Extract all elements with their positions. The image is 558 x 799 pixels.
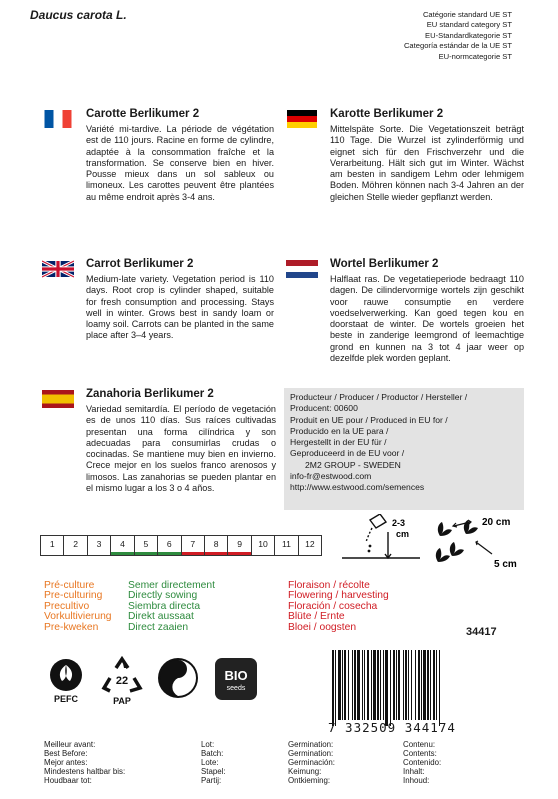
uk-flag-icon <box>42 260 74 278</box>
month-label: 7 <box>190 539 196 549</box>
month-period-bar <box>205 552 227 555</box>
description-fr <box>42 108 274 218</box>
category-line: EU-Standardkategorie ST <box>425 30 512 40</box>
barcode <box>328 650 522 736</box>
month-label: 2 <box>73 539 79 549</box>
legend-direct-sowing <box>128 581 215 633</box>
month-cell <box>182 536 205 555</box>
legend-harvest-item: Floraison / récolte <box>288 580 370 591</box>
month-label: 6 <box>166 539 172 549</box>
month-label: 1 <box>49 539 55 549</box>
title-de: Karotte Berlikumer 2 <box>330 108 444 120</box>
green-dot-icon <box>157 657 199 699</box>
month-cell <box>228 536 251 555</box>
legend-sowing-item: Siembra directa <box>128 600 201 612</box>
footer-label: Mejor antes: <box>44 757 88 767</box>
month-label: 12 <box>305 539 315 549</box>
producer-line: Producteur / Producer / Productor / Hersteller / <box>290 392 468 402</box>
producer-line: 2M2 GROUP - SWEDEN <box>305 459 401 470</box>
text-nl: Halflaat ras. De vegetatieperiode bedraagt 110 dagen. De cilindervormige wortels zijn geschikt voor rauwe consumptie en verdere voedselverwerking. Kan goed tegen kou en doorstaat de winter. De wortels groeien het beste in zanderige leemgrond of leemachtige grond en kunnen na 3 tot 4 jaar weer op dezelfde plek worden geplant. <box>330 274 524 364</box>
month-label: 10 <box>258 539 268 549</box>
legend-preculture-item: Pre-culturing <box>44 590 103 602</box>
producer-line: Geproduceerd in de EU voor / <box>290 448 405 459</box>
month-cell <box>158 536 181 555</box>
month-cell <box>88 536 111 555</box>
month-period-bar <box>228 552 250 555</box>
legend-sowing-item: Semer directement <box>128 580 215 591</box>
category-info <box>312 10 512 62</box>
producer-line: Producent: 00600 <box>290 403 358 414</box>
producer-line: Produit en UE pour / Produced in EU for / <box>290 414 448 425</box>
month-label: 9 <box>237 539 242 549</box>
latin-name: Daucus carota L. <box>30 8 127 22</box>
producer-line: http://www.estwood.com/semences <box>290 482 425 493</box>
bio-seeds-text: seeds <box>226 685 246 692</box>
legend-preculture <box>44 581 112 633</box>
description-es <box>42 388 276 516</box>
month-cell <box>299 536 321 555</box>
legend-harvest-item: Blüte / Ernte <box>288 611 345 623</box>
footer-germination <box>288 741 335 786</box>
depth-label-2: cm <box>396 529 410 539</box>
footer-label: Germinación: <box>288 757 335 767</box>
title-es: Zanahoria Berlikumer 2 <box>86 388 214 400</box>
month-period-bar <box>135 552 157 555</box>
barcode-bar <box>440 650 443 726</box>
category-line: Categoría estándar de la UE ST <box>403 41 512 51</box>
month-cell <box>135 536 158 555</box>
footer-label: Mindestens haltbar bis: <box>44 766 126 776</box>
plant-spacing-label: 5 cm <box>494 559 517 570</box>
month-period-bar <box>158 552 180 555</box>
barcode-digits: 7 332509 344174 <box>328 720 456 735</box>
legend-sowing-item: Direkt aussaat <box>128 611 194 623</box>
month-label: 3 <box>96 539 102 549</box>
footer-label: Meilleur avant: <box>44 740 96 749</box>
producer-line: Producido en la UE para / <box>290 425 389 436</box>
category-line: EU-normcategorie ST <box>438 51 512 61</box>
france-flag-icon <box>42 110 74 128</box>
description-de <box>286 108 524 238</box>
legend-harvest-item: Floración / cosecha <box>288 600 378 612</box>
pefc-logo-icon <box>44 657 88 705</box>
text-fr: Variété mi-tardive. La période de végétation est de 110 jours. Racine en forme de cylindre, adaptée à la consommation fraîche et la transformation. Se conserve bien en hiver. Pousse mieux dans un sol sableux ou limoneux. Les carottes peuvent être plantées au même endroit après 3-4 ans. <box>86 124 274 202</box>
bio-seeds-logo-icon <box>214 657 258 701</box>
footer-label: Lote: <box>201 757 219 767</box>
footer-label: Lot: <box>201 740 215 749</box>
footer-label: Ontkieming: <box>288 775 331 785</box>
row-spacing-label: 20 cm <box>482 517 511 528</box>
legend-preculture-item: Precultivo <box>44 600 90 612</box>
legend-preculture-item: Pré-culture <box>44 580 95 591</box>
footer-label: Keimung: <box>288 766 322 776</box>
footer-label: Best Before: <box>44 748 88 758</box>
legend-harvest-item: Flowering / harvesting <box>288 590 389 602</box>
barcode-bars <box>332 650 522 720</box>
footer-label: Inhalt: <box>403 766 425 776</box>
title-nl: Wortel Berlikumer 2 <box>330 258 439 270</box>
footer-label: Germination: <box>288 748 334 758</box>
producer-line: info-fr@estwood.com <box>290 471 372 482</box>
footer-lot <box>201 741 226 786</box>
footer-contents <box>403 741 441 786</box>
depth-label-1: 2-3 <box>392 518 406 528</box>
legend-preculture-item: Pre-kweken <box>44 621 99 633</box>
text-en: Medium-late variety. Vegetation period is 110 days. Root crop is cylinder shaped, suitable for fresh consumption and processing. Stays well in winter. Grows best in sandy loam or loamy soil. Carrots can be planted in the same place after 3–4 years. <box>86 274 274 341</box>
pefc-text: PEFC <box>53 694 79 704</box>
legend-harvest-item: Bloei / oogsten <box>288 621 357 633</box>
month-label: 5 <box>143 539 149 549</box>
category-line: EU standard category ST <box>426 20 512 30</box>
producer-line: Hergestellt in der EU für / <box>290 437 387 448</box>
month-label: 8 <box>213 539 219 549</box>
bio-text: BIO <box>224 668 248 683</box>
month-cell <box>64 536 87 555</box>
sowing-depth-icon <box>336 514 422 570</box>
description-nl <box>286 258 524 378</box>
legend-preculture-item: Vorkultivierung <box>44 611 112 623</box>
footer-label: Partij: <box>201 775 222 785</box>
month-label: 11 <box>281 539 291 549</box>
recycle-number: 22 <box>115 675 129 687</box>
footer-label: Stapel: <box>201 766 226 776</box>
footer-label: Batch: <box>201 748 224 758</box>
legend-sowing-item: Direct zaaien <box>128 621 189 633</box>
title-en: Carrot Berlikumer 2 <box>86 258 194 270</box>
month-period-bar <box>111 552 133 555</box>
footer-label: Houdbaar tot: <box>44 775 92 785</box>
month-period-bar <box>182 552 204 555</box>
month-label: 4 <box>120 539 125 549</box>
legend-sowing-item: Directly sowing <box>128 590 198 602</box>
month-cell <box>205 536 228 555</box>
description-en <box>42 258 274 358</box>
germany-flag-icon <box>286 110 318 128</box>
text-de: Mittelspäte Sorte. Die Vegetationszeit beträgt 110 Tage. Die Wurzel ist zylinderförmig und eignet sich für den Frischverzehr und die Verarbeitung. Hält sich gut im Winter. Wächst am besten in sandigem Lehm oder lehmigem Boden. Möhren können nach 3-4 Jahren an der gleichen Stelle wieder gepflanzt werden. <box>330 124 524 202</box>
footer-label: Contents: <box>403 748 437 758</box>
footer-label: Contenido: <box>403 757 442 767</box>
netherlands-flag-icon <box>286 260 318 278</box>
producer-box <box>284 388 524 510</box>
month-cell <box>41 536 64 555</box>
sowing-calendar <box>40 535 322 556</box>
footer-best-before <box>44 741 125 786</box>
footer-label: Inhoud: <box>403 775 430 785</box>
spain-flag-icon <box>42 390 74 408</box>
category-line: Catégorie standard UE ST <box>422 10 512 19</box>
month-cell <box>275 536 298 555</box>
footer-label: Contenu: <box>403 740 436 749</box>
footer-label: Germination: <box>288 740 334 749</box>
text-es: Variedad semitardía. El período de vegetación es de unos 110 días. Sus raíces cultivadas presentan una forma cilíndrica y son adecuadas para consumirlas crudas o cocinadas. Se mantiene muy bien en invierno. Crece mejor en los suelos franco arenosos y limosos. Las zanahorias se pueden plantar en el mismo lugar a los 3 o 4 años. <box>86 404 276 494</box>
title-fr: Carotte Berlikumer 2 <box>86 108 200 120</box>
month-cell <box>252 536 275 555</box>
recycle-label: PAP <box>113 696 131 706</box>
month-cell <box>111 536 134 555</box>
plant-spacing-icon <box>432 512 530 572</box>
recycle-logo-icon <box>100 656 144 706</box>
legend-harvest <box>288 581 389 633</box>
product-code: 34417 <box>466 626 497 638</box>
